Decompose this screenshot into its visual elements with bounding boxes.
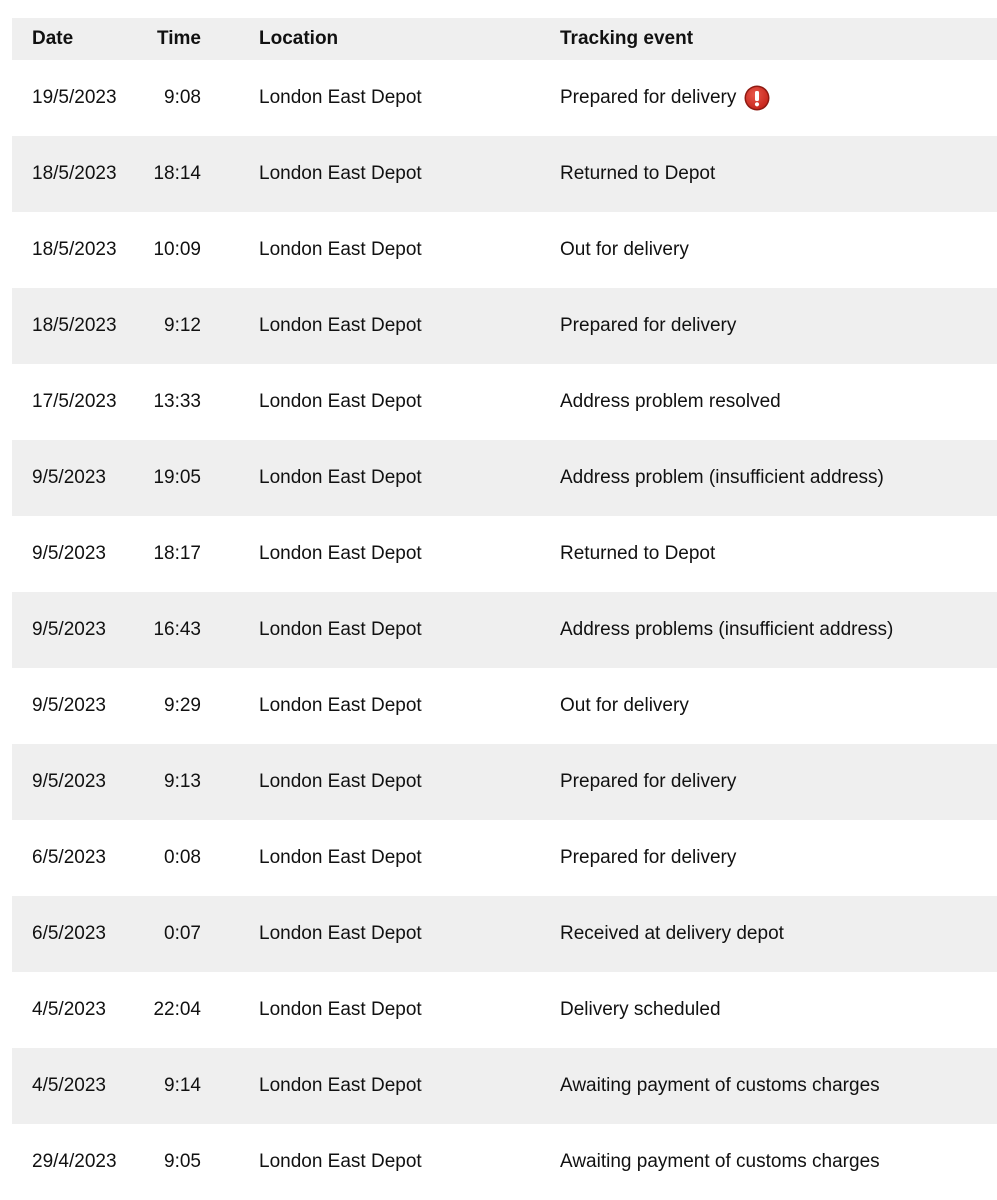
cell-tracking-event — [560, 923, 784, 945]
cell-location: London East Depot — [259, 87, 422, 108]
cell-time: 9:14 — [164, 1075, 201, 1096]
cell-date: 19/5/2023 — [32, 87, 117, 108]
cell-time: 9:08 — [164, 87, 201, 108]
cell-tracking-event — [560, 847, 736, 869]
tracking-event-text: Address problems (insufficient address) — [560, 619, 894, 640]
header-location: Location — [259, 28, 339, 49]
cell-tracking-event — [560, 315, 736, 337]
tracking-event-text: Received at delivery depot — [560, 923, 784, 944]
table-row — [12, 60, 997, 136]
table-row — [12, 896, 997, 972]
table-body — [12, 60, 997, 1200]
cell-date: 18/5/2023 — [32, 239, 117, 260]
cell-time: 9:13 — [164, 771, 201, 792]
cell-tracking-event — [560, 467, 884, 489]
tracking-event-text: Prepared for delivery — [560, 315, 737, 336]
cell-location: London East Depot — [259, 315, 422, 336]
cell-location: London East Depot — [259, 923, 422, 944]
cell-location: London East Depot — [259, 467, 422, 488]
cell-tracking-event — [560, 85, 770, 111]
table-row — [12, 364, 997, 440]
cell-date: 6/5/2023 — [32, 847, 106, 868]
cell-date: 9/5/2023 — [32, 695, 106, 716]
cell-time: 13:33 — [153, 391, 201, 412]
cell-tracking-event — [560, 163, 715, 185]
table-row — [12, 440, 997, 516]
cell-date: 18/5/2023 — [32, 315, 117, 336]
cell-location: London East Depot — [259, 847, 422, 868]
cell-date: 29/4/2023 — [32, 1151, 117, 1172]
cell-location: London East Depot — [259, 695, 422, 716]
tracking-event-text: Out for delivery — [560, 239, 689, 260]
cell-time: 22:04 — [153, 999, 201, 1020]
cell-date: 4/5/2023 — [32, 1075, 106, 1096]
tracking-event-text: Returned to Depot — [560, 543, 716, 564]
cell-location: London East Depot — [259, 1151, 422, 1172]
cell-location: London East Depot — [259, 239, 422, 260]
cell-location: London East Depot — [259, 543, 422, 564]
cell-location: London East Depot — [259, 1075, 422, 1096]
tracking-event-text: Prepared for delivery — [560, 87, 737, 108]
cell-tracking-event — [560, 1075, 880, 1097]
cell-tracking-event — [560, 239, 689, 261]
info-alert-icon[interactable] — [744, 85, 770, 111]
cell-tracking-event — [560, 391, 781, 413]
cell-location: London East Depot — [259, 999, 422, 1020]
cell-date: 17/5/2023 — [32, 391, 117, 412]
table-row — [12, 592, 997, 668]
cell-time: 16:43 — [153, 619, 201, 640]
table-row — [12, 668, 997, 744]
tracking-event-text: Out for delivery — [560, 695, 689, 716]
cell-time: 9:29 — [164, 695, 201, 716]
cell-time: 0:07 — [164, 923, 201, 944]
cell-date: 4/5/2023 — [32, 999, 106, 1020]
cell-tracking-event — [560, 999, 721, 1021]
tracking-event-text: Prepared for delivery — [560, 771, 737, 792]
cell-date: 9/5/2023 — [32, 467, 106, 488]
cell-time: 9:05 — [164, 1151, 201, 1172]
cell-tracking-event — [560, 771, 736, 793]
cell-time: 9:12 — [164, 315, 201, 336]
table-row — [12, 288, 997, 364]
tracking-event-text: Awaiting payment of customs charges — [560, 1151, 880, 1172]
tracking-event-text: Address problem (insufficient address) — [560, 467, 884, 488]
tracking-event-text: Awaiting payment of customs charges — [560, 1075, 880, 1096]
table-row — [12, 1124, 997, 1200]
cell-location: London East Depot — [259, 771, 422, 792]
cell-tracking-event — [560, 1151, 880, 1173]
cell-date: 9/5/2023 — [32, 543, 106, 564]
table-row — [12, 212, 997, 288]
table-row — [12, 1048, 997, 1124]
table-row — [12, 516, 997, 592]
tracking-event-text: Delivery scheduled — [560, 999, 721, 1020]
cell-date: 9/5/2023 — [32, 619, 106, 640]
tracking-event-text: Returned to Depot — [560, 163, 716, 184]
cell-time: 18:14 — [153, 163, 201, 184]
tracking-event-text: Prepared for delivery — [560, 847, 737, 868]
cell-location: London East Depot — [259, 163, 422, 184]
cell-time: 0:08 — [164, 847, 201, 868]
cell-time: 18:17 — [153, 543, 201, 564]
table-row — [12, 136, 997, 212]
cell-location: London East Depot — [259, 391, 422, 412]
table-row — [12, 972, 997, 1048]
cell-time: 10:09 — [153, 239, 201, 260]
cell-tracking-event — [560, 543, 715, 565]
table-row — [12, 744, 997, 820]
tracking-event-text: Address problem resolved — [560, 391, 781, 412]
cell-date: 18/5/2023 — [32, 163, 117, 184]
table-row — [12, 820, 997, 896]
cell-tracking-event — [560, 619, 893, 641]
cell-date: 6/5/2023 — [32, 923, 106, 944]
header-tracking-event: Tracking event — [560, 28, 694, 49]
tracking-table — [12, 18, 997, 1200]
cell-time: 19:05 — [153, 467, 201, 488]
cell-tracking-event — [560, 695, 689, 717]
header-time: Time — [156, 28, 201, 49]
table-header-row — [12, 18, 997, 60]
header-date: Date — [32, 28, 74, 49]
cell-date: 9/5/2023 — [32, 771, 106, 792]
cell-location: London East Depot — [259, 619, 422, 640]
